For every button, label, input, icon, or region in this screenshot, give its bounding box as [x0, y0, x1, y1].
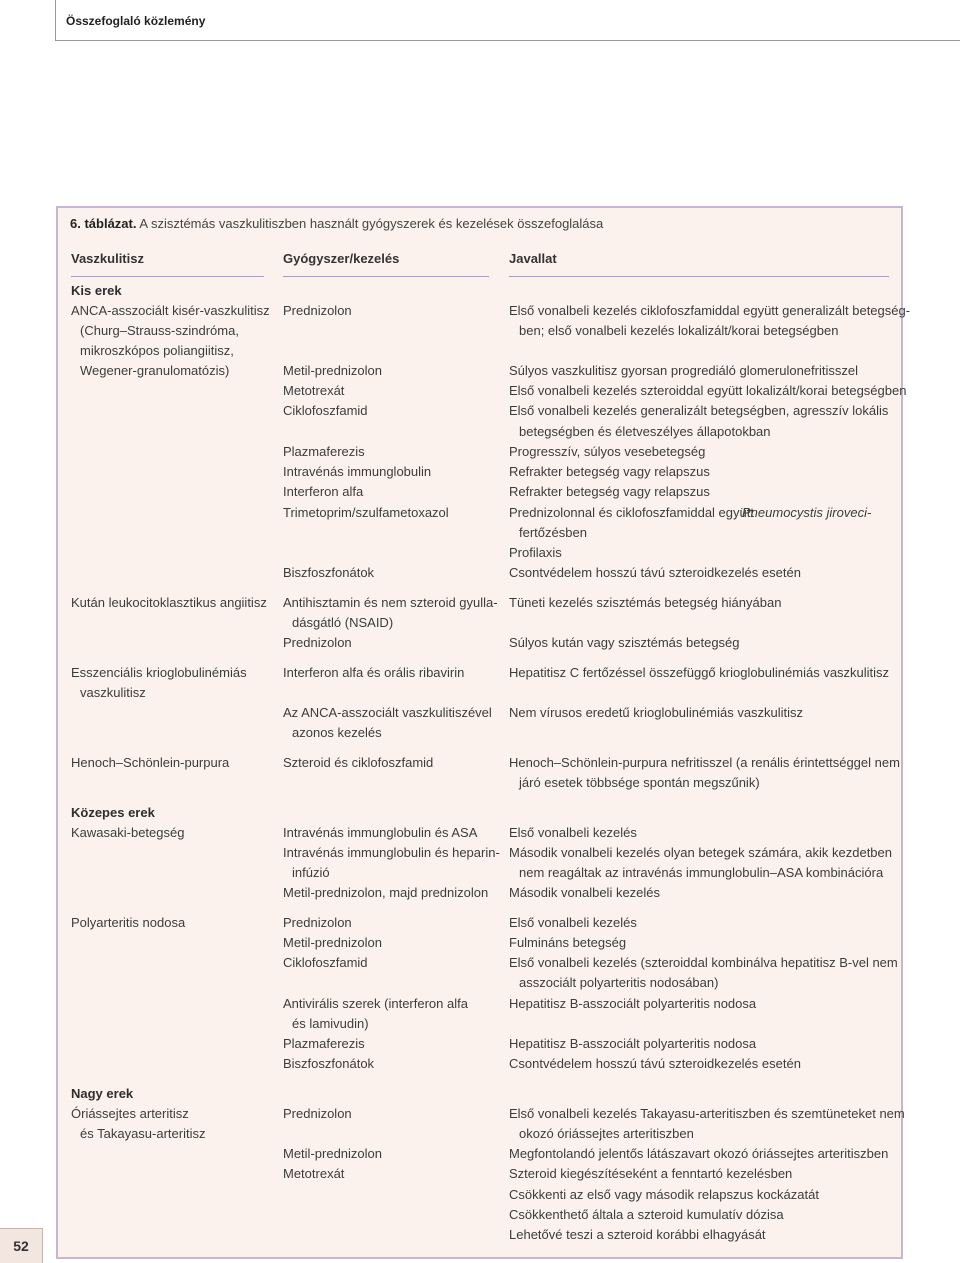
- column-header-rule: [283, 276, 489, 277]
- table-cell-line: Második vonalbeli kezelés olyan betegek számára, akik kezdetben: [509, 845, 892, 860]
- table-cell-line: nem reagáltak az intravénás immunglobulin–ASA kombinációra: [519, 865, 884, 880]
- table-cell-line: és lamivudin): [292, 1016, 369, 1031]
- table-cell-line: Interferon alfa: [283, 484, 364, 499]
- table-cell-line: Metil-prednizolon: [283, 363, 382, 378]
- table-cell-line: fertőzésben: [519, 525, 587, 540]
- table-cell-line: ben; első vonalbeli kezelés lokalizált/korai betegségben: [519, 323, 839, 338]
- table-cell-line: Szteroid és ciklofoszfamid: [283, 755, 434, 770]
- table-cell-line: Metil-prednizolon: [283, 1146, 382, 1161]
- table-caption: [70, 216, 603, 231]
- table-cell-line: Első vonalbeli kezelés szteroiddal együtt lokalizált/korai betegségben: [509, 383, 907, 398]
- section-heading: Kis erek: [71, 283, 122, 298]
- table-cell-line: mikroszkópos poliangiitisz,: [80, 343, 234, 358]
- header-horizontal-rule: [55, 40, 960, 41]
- table-cell-line: Első vonalbeli kezelés (szteroiddal kombinálva hepatitisz B-vel nem: [509, 955, 898, 970]
- table-cell-line: vaszkulitisz: [80, 685, 146, 700]
- table-cell-line: Prednizolon: [283, 915, 352, 930]
- table-cell-line: Metotrexát: [283, 383, 345, 398]
- table-cell-line: Nem vírusos eredetű krioglobulinémiás vaszkulitisz: [509, 705, 804, 720]
- table-cell-line: Tüneti kezelés szisztémás betegség hiányában: [509, 595, 782, 610]
- table-caption-number: 6. táblázat.: [70, 216, 137, 231]
- table-cell-line: Csökkenthető általa a szteroid kumulatív dózisa: [509, 1207, 784, 1222]
- table-cell-line: Antihisztamin és nem szteroid gyulla-: [283, 595, 498, 610]
- table-cell-line: Kawasaki-betegség: [71, 825, 185, 840]
- table-cell-line: Kután leukocitoklasztikus angiitisz: [71, 595, 267, 610]
- table-cell-line: Plazmaferezis: [283, 444, 365, 459]
- table-cell-line: Első vonalbeli kezelés ciklofoszfamiddal együtt generalizált betegség-: [509, 303, 911, 318]
- table-cell-line: és Takayasu-arteritisz: [80, 1126, 206, 1141]
- table-cell-line: Hepatitisz C fertőzéssel összefüggő krioglobulinémiás vaszkulitisz: [509, 665, 890, 680]
- table-cell-line: betegségben és életveszélyes állapotokban: [519, 424, 771, 439]
- table-cell-line: Fulmináns betegség: [509, 935, 627, 950]
- table-cell-line: Plazmaferezis: [283, 1036, 365, 1051]
- table-cell-line: Csontvédelem hosszú távú szteroidkezelés esetén: [509, 565, 801, 580]
- table-cell-line: Progresszív, súlyos vesebetegség: [509, 444, 706, 459]
- table-cell-line: Intravénás immunglobulin és ASA: [283, 825, 478, 840]
- table-cell-line: ANCA-asszociált kisér-vaszkulitisz: [71, 303, 270, 318]
- table-cell-line: Megfontolandó jelentős látászavart okozó óriássejtes arteritiszben: [509, 1146, 889, 1161]
- table-cell-line: Ciklofoszfamid: [283, 403, 368, 418]
- table-caption-text: A szisztémás vaszkulitiszben használt gyógyszerek és kezelések összefoglalása: [139, 216, 604, 231]
- table-cell-line: Szteroid kiegészítéseként a fenntartó kezelésben: [509, 1166, 793, 1181]
- table-cell-line: Prednizolon: [283, 1106, 352, 1121]
- table-cell-line: Wegener-granulomatózis): [80, 363, 230, 378]
- table-cell-line: asszociált polyarteritis nodosában): [519, 975, 719, 990]
- table-cell-line: Prednizolon: [283, 303, 352, 318]
- table-cell-line: Profilaxis: [509, 545, 562, 560]
- column-header-rule: [509, 276, 889, 277]
- table-cell-line: Súlyos kután vagy szisztémás betegség: [509, 635, 740, 650]
- table-cell-line: Óriássejtes arteritisz: [71, 1106, 189, 1121]
- table-cell-line: (Churg–Strauss-szindróma,: [80, 323, 239, 338]
- table-cell-line: Polyarteritis nodosa: [71, 915, 186, 930]
- table-cell-line: Interferon alfa és orális ribavirin: [283, 665, 465, 680]
- table-cell-line: Refrakter betegség vagy relapszus: [509, 484, 710, 499]
- table-cell-line: infúzió: [292, 865, 330, 880]
- table-cell-line: Henoch–Schönlein-purpura: [71, 755, 230, 770]
- section-heading: Nagy erek: [71, 1086, 134, 1101]
- column-header-gyogyszer: Gyógyszer/kezelés: [283, 251, 400, 266]
- column-header-rule: [71, 276, 264, 277]
- table-cell-line: Intravénás immunglobulin: [283, 464, 432, 479]
- column-header-javallat: Javallat: [509, 251, 557, 266]
- table-cell-line: Súlyos vaszkulitisz gyorsan progrediáló glomerulonefritisszel: [509, 363, 858, 378]
- section-header-label: Összefoglaló közlemény: [66, 14, 206, 28]
- table-cell-line: Pneumocystis jiroveci-: [742, 505, 872, 520]
- table-cell-line: Első vonalbeli kezelés generalizált betegségben, agresszív lokális: [509, 403, 889, 418]
- table-cell-line: Csontvédelem hosszú távú szteroidkezelés esetén: [509, 1056, 801, 1071]
- table-cell-line: azonos kezelés: [292, 725, 382, 740]
- table-cell-line: Első vonalbeli kezelés: [509, 915, 637, 930]
- table-cell-line: Hepatitisz B-asszociált polyarteritis nodosa: [509, 1036, 757, 1051]
- table-cell-line: Esszenciális krioglobulinémiás: [71, 665, 247, 680]
- table-cell-line: Ciklofoszfamid: [283, 955, 368, 970]
- table-cell-line: Biszfoszfonátok: [283, 1056, 375, 1071]
- table-cell-line: Prednizolonnal és ciklofoszfamiddal együtt: [509, 505, 754, 520]
- table-cell-line: Első vonalbeli kezelés Takayasu-arteritiszben és szemtüneteket nem: [509, 1106, 905, 1121]
- section-heading: Közepes erek: [71, 805, 155, 820]
- table-cell-line: Második vonalbeli kezelés: [509, 885, 661, 900]
- table-cell-line: Prednizolon: [283, 635, 352, 650]
- table-cell-line: Henoch–Schönlein-purpura nefritisszel (a renális érintettséggel nem: [509, 755, 900, 770]
- table-cell-line: Lehetővé teszi a szteroid korábbi elhagyását: [509, 1227, 766, 1242]
- column-header-vaszkulitisz: Vaszkulitisz: [71, 251, 144, 266]
- table-cell-line: Metil-prednizolon: [283, 935, 382, 950]
- table-cell-line: Biszfoszfonátok: [283, 565, 375, 580]
- page-number: 52: [0, 1228, 43, 1263]
- table-cell-line: Metil-prednizolon, majd prednizolon: [283, 885, 489, 900]
- table-cell-line: Intravénás immunglobulin és heparin-: [283, 845, 500, 860]
- table-cell-line: dásgátló (NSAID): [292, 615, 394, 630]
- table-cell-line: Metotrexát: [283, 1166, 345, 1181]
- table-cell-line: Trimetoprim/szulfametoxazol: [283, 505, 449, 520]
- table-cell-line: Refrakter betegség vagy relapszus: [509, 464, 710, 479]
- table-cell-line: Csökkenti az első vagy második relapszus kockázatát: [509, 1187, 819, 1202]
- table-cell-line: okozó óriássejtes arteritiszben: [519, 1126, 694, 1141]
- table-cell-line: Antivirális szerek (interferon alfa: [283, 996, 468, 1011]
- header-vertical-rule: [55, 0, 56, 40]
- table-cell-line: Az ANCA-asszociált vaszkulitiszével: [283, 705, 492, 720]
- table-cell-line: Hepatitisz B-asszociált polyarteritis nodosa: [509, 996, 757, 1011]
- table-cell-line: Első vonalbeli kezelés: [509, 825, 637, 840]
- table-cell-line: járó esetek többsége spontán megszűnik): [519, 775, 760, 790]
